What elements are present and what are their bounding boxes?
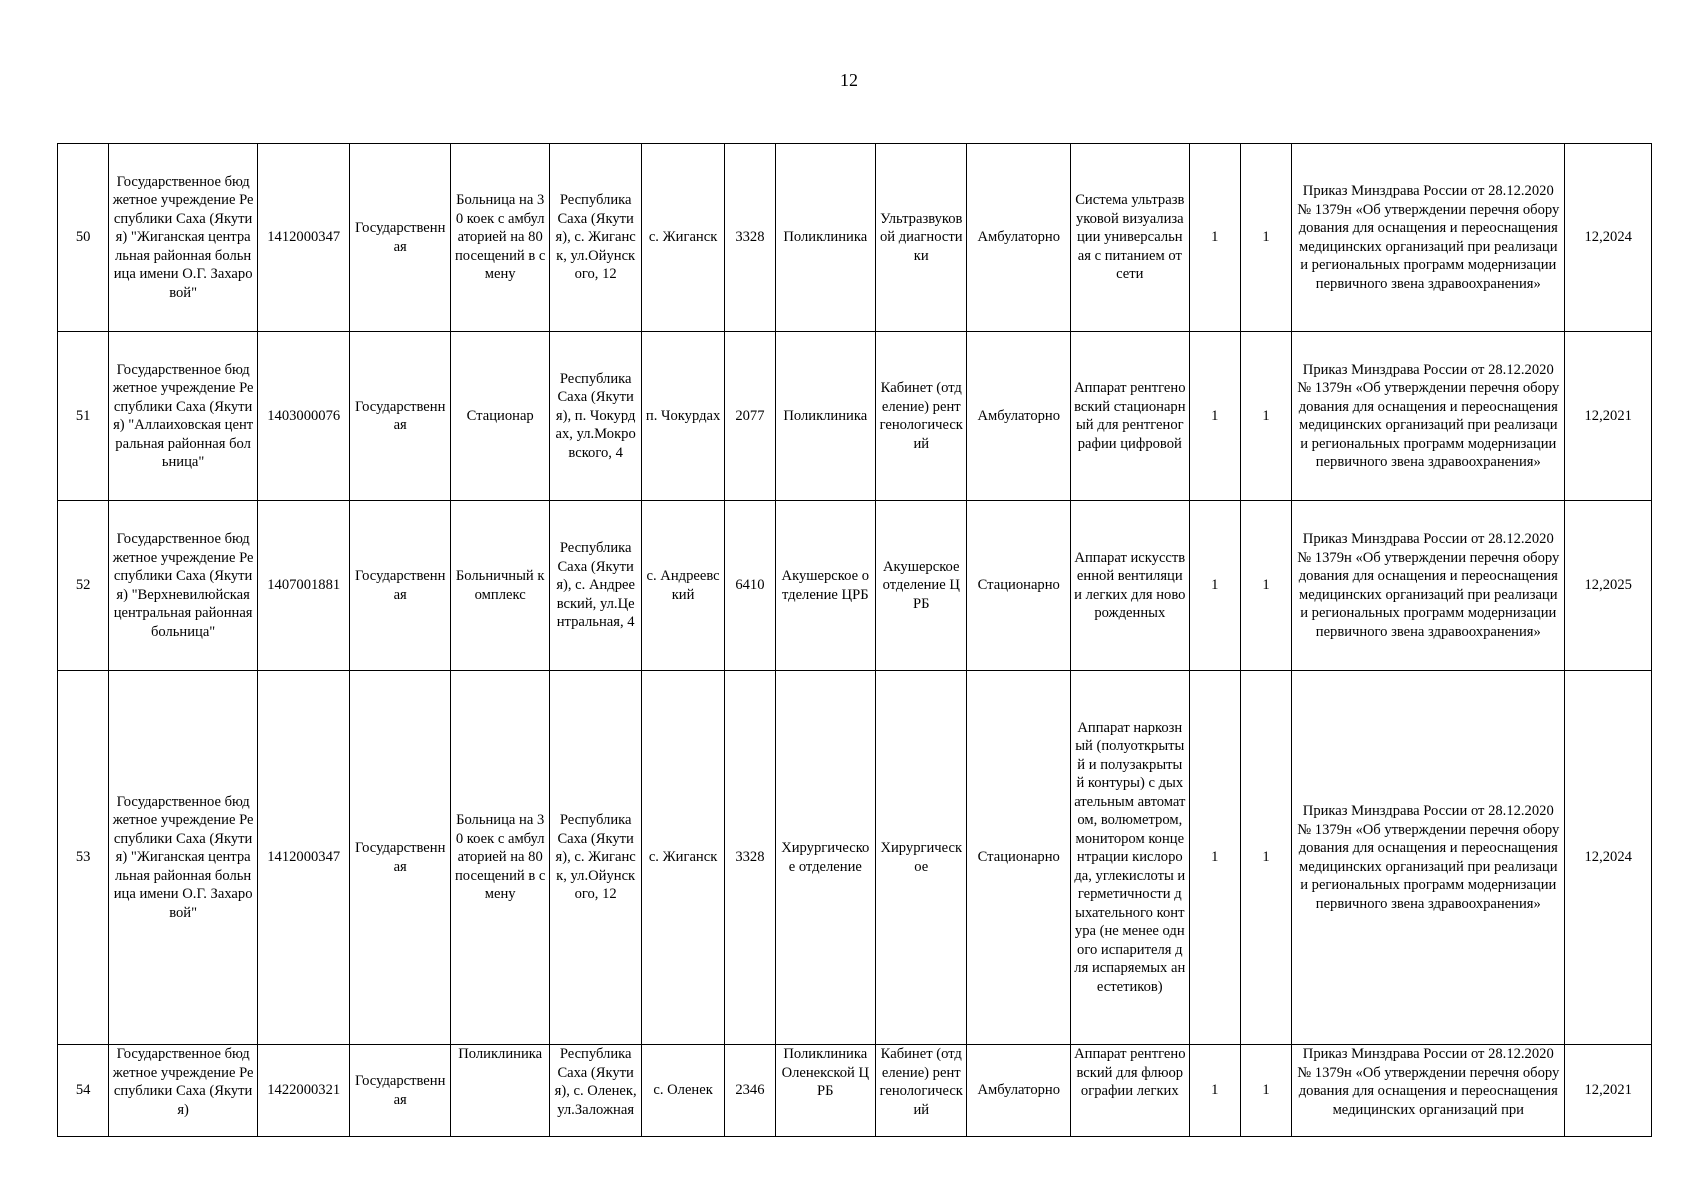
inn-code: 1412000347 — [257, 671, 349, 1045]
inn-code: 1407001881 — [257, 501, 349, 671]
population: 2346 — [725, 1045, 775, 1137]
cabinet: Кабинет (отделение) рентгенологический — [876, 1045, 967, 1137]
regulatory-order: Приказ Минздрава России от 28.12.2020 № 1379н «Об утверждении перечня оборудования для оснащения и переоснащения медицинских организаций при реализации региональных программ модернизации первичного звена здравоохранения» — [1292, 671, 1565, 1045]
quantity-a: 1 — [1189, 501, 1240, 671]
settlement: с. Жиганск — [641, 671, 724, 1045]
settlement: с. Андреевский — [641, 501, 724, 671]
table-row — [58, 332, 1652, 501]
settlement: п. Чокурдах — [641, 332, 724, 501]
row-number: 50 — [58, 144, 109, 332]
equipment: Система ультразвуковой визуализации универсальная с питанием от сети — [1071, 144, 1190, 332]
due-date: 12,2024 — [1565, 144, 1652, 332]
division: Акушерское отделение ЦРБ — [775, 501, 876, 671]
address: Республика Саха (Якутия), п. Чокурдах, ул.Мокровского, 4 — [550, 332, 641, 501]
division: Поликлиника — [775, 144, 876, 332]
division: Хирургическое отделение — [775, 671, 876, 1045]
page-number: 12 — [840, 70, 858, 90]
ownership-form: Государственная — [350, 1045, 451, 1137]
cabinet: Кабинет (отделение) рентгенологический — [876, 332, 967, 501]
cabinet: Ультразвуковой диагностики — [876, 144, 967, 332]
care-type: Амбулаторно — [967, 144, 1071, 332]
equipment-table — [57, 143, 1652, 1137]
row-number: 54 — [58, 1045, 109, 1137]
row-number: 51 — [58, 332, 109, 501]
population: 3328 — [725, 144, 775, 332]
due-date: 12,2025 — [1565, 501, 1652, 671]
quantity-b: 1 — [1240, 501, 1291, 671]
quantity-a: 1 — [1189, 144, 1240, 332]
settlement: с. Жиганск — [641, 144, 724, 332]
inn-code: 1412000347 — [257, 144, 349, 332]
due-date: 12,2021 — [1565, 332, 1652, 501]
quantity-b: 1 — [1240, 332, 1291, 501]
quantity-b: 1 — [1240, 144, 1291, 332]
regulatory-order: Приказ Минздрава России от 28.12.2020 № 1379н «Об утверждении перечня оборудования для оснащения и переоснащения медицинских организаций при реализации региональных программ модернизации первичного звена здравоохранения» — [1292, 144, 1565, 332]
institution-name: Государственное бюджетное учреждение Республики Саха (Якутия) "Верхневилюйская центральная районная больница" — [109, 501, 258, 671]
cabinet: Хирургическое — [876, 671, 967, 1045]
division: Поликлиника — [775, 332, 876, 501]
equipment: Аппарат рентгеновский стационарный для рентгенографии цифровой — [1071, 332, 1190, 501]
address: Республика Саха (Якутия), с. Жиганск, ул.Ойунского, 12 — [550, 144, 641, 332]
table-row — [58, 1045, 1652, 1137]
regulatory-order: Приказ Минздрава России от 28.12.2020 № 1379н «Об утверждении перечня оборудования для оснащения и переоснащения медицинских организаций при реализации региональных программ модернизации первичного звена здравоохранения» — [1292, 332, 1565, 501]
population: 3328 — [725, 671, 775, 1045]
quantity-a: 1 — [1189, 332, 1240, 501]
regulatory-order: Приказ Минздрава России от 28.12.2020 № 1379н «Об утверждении перечня оборудования для оснащения и переоснащения медицинских организаций при реализации региональных программ модернизации первичного звена здравоохранения» — [1292, 501, 1565, 671]
address: Республика Саха (Якутия), с. Жиганск, ул.Ойунского, 12 — [550, 671, 641, 1045]
inn-code: 1422000321 — [257, 1045, 349, 1137]
care-type: Стационарно — [967, 501, 1071, 671]
table-row — [58, 144, 1652, 332]
division: Поликлиника Оленекской ЦРБ — [775, 1045, 876, 1137]
ownership-form: Государственная — [350, 671, 451, 1045]
table-row — [58, 671, 1652, 1045]
due-date: 12,2024 — [1565, 671, 1652, 1045]
institution-name: Государственное бюджетное учреждение Республики Саха (Якутия) "Жиганская центральная районная больница имени О.Г. Захаровой" — [109, 671, 258, 1045]
facility-type: Больничный комплекс — [450, 501, 549, 671]
facility-type: Стационар — [450, 332, 549, 501]
population: 2077 — [725, 332, 775, 501]
institution-name: Государственное бюджетное учреждение Республики Саха (Якутия) — [109, 1045, 258, 1137]
quantity-a: 1 — [1189, 671, 1240, 1045]
due-date: 12,2021 — [1565, 1045, 1652, 1137]
ownership-form: Государственная — [350, 501, 451, 671]
care-type: Амбулаторно — [967, 332, 1071, 501]
address: Республика Саха (Якутия), с. Андреевский, ул.Центральная, 4 — [550, 501, 641, 671]
ownership-form: Государственная — [350, 332, 451, 501]
inn-code: 1403000076 — [257, 332, 349, 501]
equipment: Аппарат искусственной вентиляции легких для новорожденных — [1071, 501, 1190, 671]
facility-type: Больница на 30 коек с амбулаторией на 80 посещений в смену — [450, 671, 549, 1045]
quantity-a: 1 — [1189, 1045, 1240, 1137]
institution-name: Государственное бюджетное учреждение Республики Саха (Якутия) "Жиганская центральная районная больница имени О.Г. Захаровой" — [109, 144, 258, 332]
quantity-b: 1 — [1240, 1045, 1291, 1137]
care-type: Амбулаторно — [967, 1045, 1071, 1137]
address: Республика Саха (Якутия), с. Оленек, ул.Заложная — [550, 1045, 641, 1137]
institution-name: Государственное бюджетное учреждение Республики Саха (Якутия) "Аллаиховская центральная районная больница" — [109, 332, 258, 501]
regulatory-order: Приказ Минздрава России от 28.12.2020 № 1379н «Об утверждении перечня оборудования для оснащения и переоснащения медицинских организаций при — [1292, 1045, 1565, 1137]
ownership-form: Государственная — [350, 144, 451, 332]
settlement: с. Оленек — [641, 1045, 724, 1137]
quantity-b: 1 — [1240, 671, 1291, 1045]
table-row — [58, 501, 1652, 671]
cabinet: Акушерское отделение ЦРБ — [876, 501, 967, 671]
population: 6410 — [725, 501, 775, 671]
facility-type: Поликлиника — [450, 1045, 549, 1137]
row-number: 53 — [58, 671, 109, 1045]
facility-type: Больница на 30 коек с амбулаторией на 80 посещений в смену — [450, 144, 549, 332]
care-type: Стационарно — [967, 671, 1071, 1045]
row-number: 52 — [58, 501, 109, 671]
equipment: Аппарат рентгеновский для флюорографии легких — [1071, 1045, 1190, 1137]
equipment: Аппарат наркозный (полуоткрытый и полузакрытый контуры) с дыхательным автоматом, волюметром, монитором концентрации кислорода, углекислоты и герметичности дыхательного контура (не менее одного испарителя для испаряемых анестетиков) — [1071, 671, 1190, 1045]
